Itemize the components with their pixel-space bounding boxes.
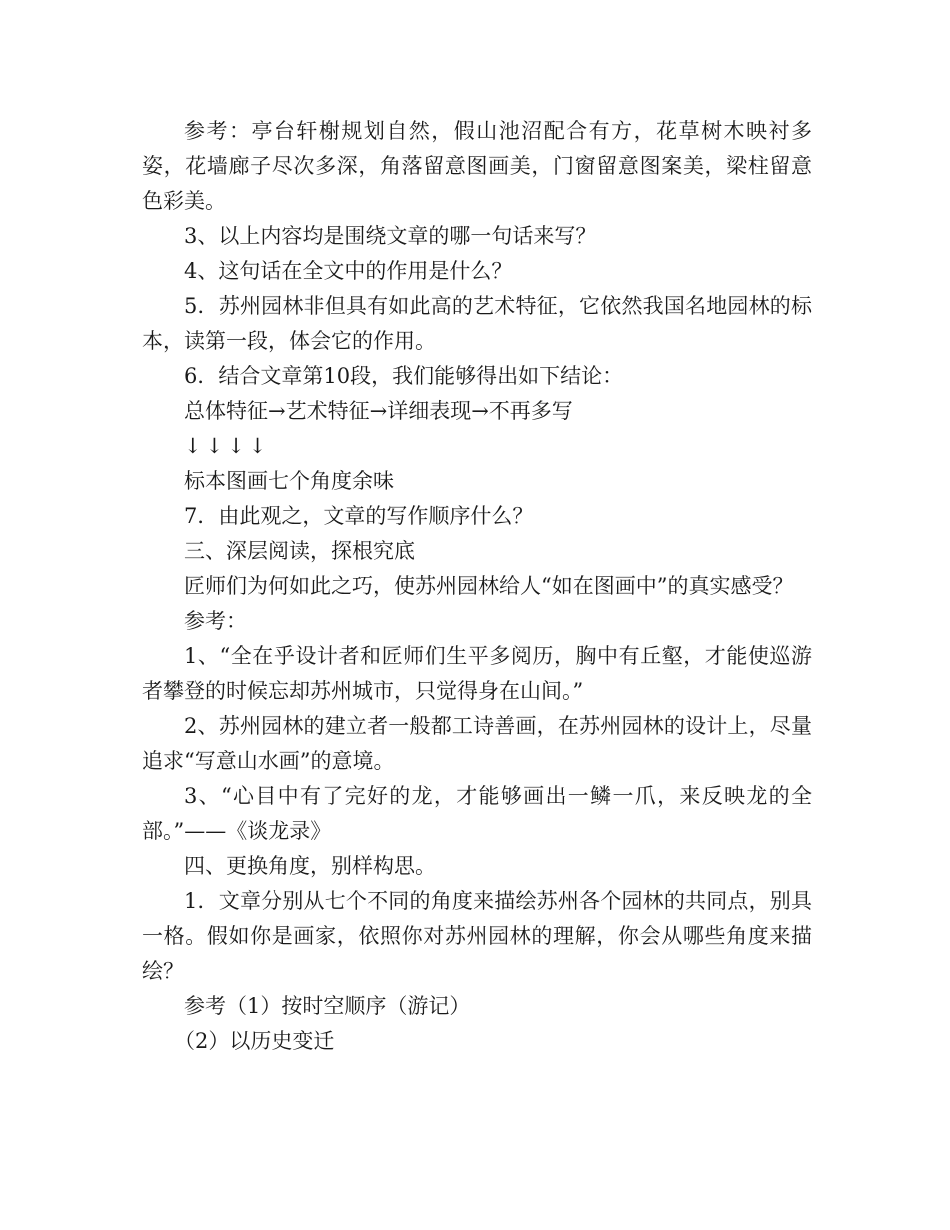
question-3: 3、以上内容均是围绕文章的哪一句话来写？ xyxy=(184,224,597,248)
document-body xyxy=(142,114,812,1059)
question-5: 5．苏州园林非但具有如此高的艺术特征，它依然我国名地园林的标本，读第一段，体会它的作用。 xyxy=(142,294,812,353)
reference-option-2: （2）以历史变迁 xyxy=(174,1029,335,1053)
question-7: 7．由此观之，文章的写作顺序什么？ xyxy=(184,504,534,528)
reference-item-1: 1、“全在乎设计者和匠师们生平多阅历，胸中有丘壑，才能使巡游者攀登的时候忘却苏州城市，只觉得身在山间。” xyxy=(142,644,812,703)
deep-reading-question: 匠师们为何如此之巧，使苏州园林给人“如在图画中”的真实感受？ xyxy=(184,574,794,598)
structure-line-arrows: ↓↓↓↓ xyxy=(184,434,271,458)
reference-option-1: 参考（1）按时空顺序（游记） xyxy=(184,994,471,1018)
section-heading-3: 三、深层阅读，探根究底 xyxy=(184,539,415,563)
question-4: 4、这句话在全文中的作用是什么？ xyxy=(184,259,513,283)
paragraph-reference-answer: 参考：亭台轩榭规划自然，假山池沼配合有方，花草树木映衬多姿，花墙廊子尽次多深，角落留意图画美，门窗留意图案美，梁柱留意色彩美。 xyxy=(142,119,812,213)
question-6: 6．结合文章第10段，我们能够得出如下结论： xyxy=(184,364,624,388)
reference-label: 参考： xyxy=(184,609,247,633)
reference-item-2: 2、苏州园林的建立者一般都工诗善画，在苏州园林的设计上，尽量追求“写意山水画”的意境。 xyxy=(142,714,812,773)
structure-line-features: 总体特征→艺术特征→详细表现→不再多写 xyxy=(184,399,573,423)
structure-line-aspects: 标本图画七个角度余味 xyxy=(184,469,394,493)
reference-item-3: 3、“心目中有了完好的龙，才能够画出一鳞一爪，来反映龙的全部。”——《谈龙录》 xyxy=(142,784,812,843)
perspective-question-1: 1．文章分别从七个不同的角度来描绘苏州各个园林的共同点，别具一格。假如你是画家，依照你对苏州园林的理解，你会从哪些角度来描绘？ xyxy=(142,889,812,983)
section-heading-4: 四、更换角度，别样构思。 xyxy=(184,854,436,878)
